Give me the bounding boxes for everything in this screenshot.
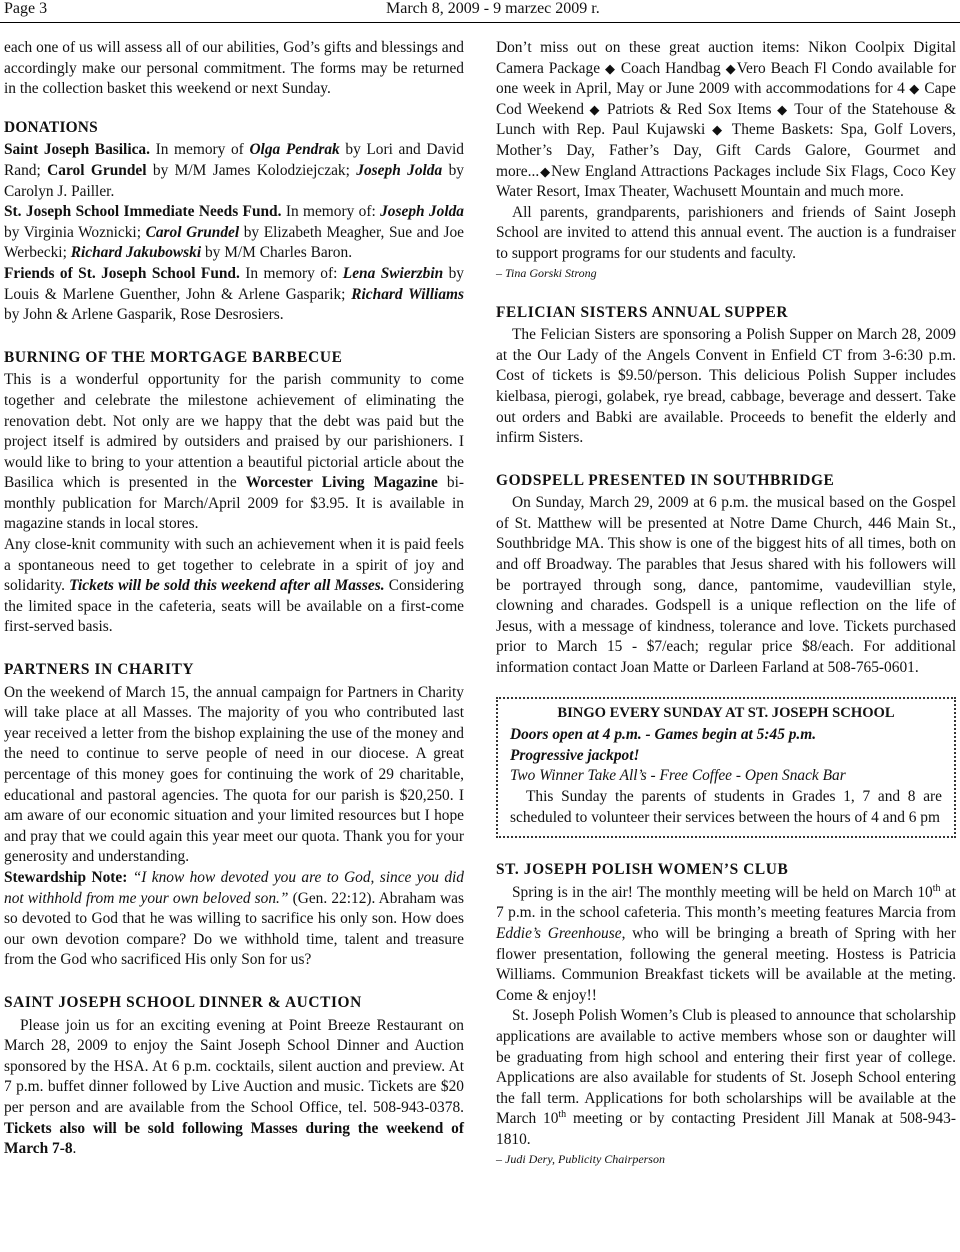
needs-label: St. Joseph School Immediate Needs Fund. [4,203,282,221]
text: Considering the limited space in the cafeteria, seats will be available on a first-come first-served basis. [4,577,464,636]
superscript: th [932,882,941,894]
club-paragraph-2 [496,1006,956,1150]
bingo-jackpot: Progressive jackpot! [510,746,640,764]
auction-credit: – Tina Gorski Strong [496,265,597,280]
text: Tour of the Statehouse & Lunch with Rep. Paul Kujawski [496,100,956,139]
name: Richard Jakubowski [70,244,202,262]
friends-label: Friends of St. Joseph School Fund. [4,264,240,282]
left-column [4,38,464,1160]
text: meeting or by contacting President Jill Manak at 508-943-1810. [496,1110,956,1148]
bingo-hours: Doors open at 4 p.m. - Games begin at 5:45 p.m. [510,726,817,744]
magazine-name: Worcester Living Magazine [245,474,438,492]
diamond-bullet-icon: ◆ [604,60,616,76]
mortgage-paragraph-1 [4,370,464,535]
page-number: Page 3 [4,0,48,17]
donation-friends-fund [4,264,464,326]
issue-date: March 8, 2009 - 9 marzec 2009 r. [386,0,600,17]
mortgage-paragraph-2 [4,535,464,638]
text: In memory of [149,141,250,159]
stewardship-label: Stewardship Note: [4,868,128,886]
basilica-label: Saint Joseph Basilica. [4,141,150,159]
bingo-volunteer-note: This Sunday the parents of students in Grades 1, 7 and 8 are scheduled to volunteer their services between the hours of 4 and 6 pm [510,788,942,826]
text: Please join us for an exciting evening at Point Breeze Restaurant on March 28, 2009 to enjoy the Saint Joseph School Dinner and Auction sponsored by the HSA. At 6 p.m. cocktails, silent auction and preview. At 7 p.m. buffet dinner followed by Live Auction and music. Tickets are $20 per person and are available from the School Office, tel. 508-943-0378. [4,1016,464,1116]
text: by Louis & Marlene Guenther, John & Arlene Gasparik; [4,264,464,303]
godspell-heading: GODSPELL PRESENTED IN SOUTHBRIDGE [496,471,835,489]
text: , who will be bringing a breath of Spring with her flower presentation, following the general meeting. Hostess is Patricia Williams. Communion Breakfast tickets will be available at the meting. Come & enjoy!! [496,924,956,1004]
text: In memory of: [281,203,381,221]
diamond-bullet-icon: ◆ [712,122,726,138]
felician-paragraph: The Felician Sisters are sponsoring a Polish Supper on March 28, 2009 at the Our Lady of the Angels Convent in Enfield CT from 3-6:30 p.m. Cost of tickets is $9.50/person. This delicious Polish Supper includes kielbasa, pierogi, golabek, rye bread, cabbage, beverage and dessert. Take out orders and Babki are available. Proceeds to benefit the elderly and infirm Sisters. [496,326,956,447]
text: St. Joseph Polish Women’s Club is pleased to announce that scholarship applications are available to active members whose son or daughter will be graduating from high school and entering their first year of college. Applications are also available for students of St. Joseph School entering the fall term. Applications for both scholarships will be available at the March 10 [496,1007,956,1128]
text: In memory of: [239,264,343,282]
bingo-extras: Two Winner Take All’s - Free Coffee - Open Snack Bar [510,767,846,785]
name: Carol Grundel [47,161,147,179]
donation-basilica [4,140,464,202]
text: by John & Arlene Gasparik, Rose Desrosiers. [4,306,284,324]
auction-invite-paragraph: All parents, grandparents, parishioners and friends of Saint Joseph School are invited to attend this annual event. The auction is a fundraiser to support programs for our students and faculty. [496,203,956,262]
text: at 7 p.m. in the school cafeteria. This month’s meeting features Marcia from [496,883,956,922]
text: Don’t miss out on these great auction items: Nikon Coolpix Digital Camera Package [496,39,956,77]
diamond-bullet-icon: ◆ [909,81,920,97]
stewardship-note [4,868,464,971]
diamond-bullet-icon: ◆ [725,60,737,76]
donations-heading: DONATIONS [4,118,98,136]
text: Coach Handbag [616,59,726,77]
name: Richard Williams [351,285,464,303]
club-heading: ST. JOSEPH POLISH WOMEN’S CLUB [496,861,789,879]
club-paragraph-1 [496,883,956,1007]
ticket-note: Tickets will be sold this weekend after all Masses. [69,577,385,595]
page-header [0,0,960,23]
ticket-note: Tickets also will be sold following Masses during the weekend of March 7-8 [4,1119,464,1158]
text: by M/M Charles Baron. [201,244,353,262]
text: New England Attractions Packages include Six Flags, Coco Key Water Resort, Imax Theater, Wachusett Mountain and much more. [496,162,957,201]
greenhouse-name: Eddie’s Greenhouse [496,924,622,942]
bingo-box [496,697,956,839]
intro-paragraph: each one of us will assess all of our abilities, God’s gifts and blessings and accordingly make our personal commitment. The forms may be returned in the collection basket this weekend or next Sunday. [4,39,464,98]
text: This is a wonderful opportunity for the parish community to come together and celebrate the milestone achievement of eliminating the renovation debt. Not only are we happy that the debt was paid but the project itself is admired by outsiders and praised by our parishioners. I would like to bring to your attention a beautiful pictorial article about the Basilica which is presented in the [4,371,464,492]
club-credit: – Judi Dery, Publicity Chairperson [496,1151,665,1166]
stewardship-quote: “I know how devoted you are to God, since you did not withhold from me your own beloved son.” [4,868,464,907]
text: Theme Baskets: Spa, Golf Lovers, Mother’s Day, Father’s Day, Gift Cards Galore, Gourmet and more... [496,121,956,180]
felician-heading: FELICIAN SISTERS ANNUAL SUPPER [496,303,789,321]
donation-needs-fund [4,202,464,264]
text: bi-monthly publication for March/April 2009 for $3.95. It is available in magazine stands in local stores. [4,474,464,533]
name: Olga Pendrak [249,141,340,159]
diamond-bullet-icon: ◆ [539,163,552,179]
text: Spring is in the air! The monthly meeting will be held on March 10 [512,883,933,901]
partners-heading: PARTNERS IN CHARITY [4,661,195,679]
text: by Virginia Woznicki; [4,223,146,241]
name: Joseph Jolda [380,203,464,221]
text: by M/M James Kolodziejczak; [146,161,357,179]
text: Cape Cod Weekend [496,80,956,118]
dinner-paragraph [4,1016,464,1160]
text: Any close-knit community with such an achievement when it is paid feels a spontaneous need to get together to celebrate in a spirit of joy and solidarity. [4,536,464,595]
dinner-heading: SAINT JOSEPH SCHOOL DINNER & AUCTION [4,993,362,1011]
godspell-paragraph: On Sunday, March 29, 2009 at 6 p.m. the musical based on the Gospel of St. Matthew will be presented at Notre Dame Church, 446 Main St., Southbridge MA. This show is one of the biggest hits of all times, both on and off Broadway. The parables that Jesus shared with his followers will be portrayed through song, dance, pantomime, vaudevillian style, clowning and charades. Godspell is a unique reflection on the life of Jesus, with a message of kindness, tolerance and love. Tickets purchased prior to March 15 - $7/each; regular price $8/each. For additional information contact Joan Matte or Darleen Farland at 508-765-0601. [496,494,956,677]
diamond-bullet-icon: ◆ [777,101,789,117]
name: Joseph Jolda [356,161,443,179]
text: by Elizabeth Meagher, Sue and Joe Werbecki; [4,223,464,262]
text: . [72,1140,77,1158]
text: by Carolyn J. Pailler. [4,161,464,200]
right-column [496,38,956,1167]
mortgage-heading: BURNING OF THE MORTGAGE BARBECUE [4,348,343,366]
name: Lena Swierzbin [342,264,444,282]
text: Patriots & Red Sox Items [601,100,778,118]
text: Vero Beach Fl Condo available for one week in April, May or June 2009 with accommodations for 4 [496,59,957,98]
text: by Lori and David Rand; [4,141,464,179]
bingo-title: BINGO EVERY SUNDAY AT ST. JOSEPH SCHOOL [557,704,895,721]
text: (Gen. 22:12). Abraham was so devoted to God that he was willing to sacrifice his only son. How does our own devotion compare? Do we withhold time, talent and treasure from the God who sacrificed His only Son for us? [4,889,464,969]
partners-paragraph: On the weekend of March 15, the annual campaign for Partners in Charity will take place at all Masses. The majority of you who contributed last year received a letter from the bishop explaining the use of the money and the need to continue to serve people of need in our diocese. A great percentage of this money goes for continuing the work of 29 charitable, educational and pastoral agencies. The quota for our parish is $20,250. I am aware of our economic situation and your limited resources but I hope and pray that we could again this year meet our quota. Thank you for your generosity and understanding. [4,683,464,866]
auction-items-paragraph [496,38,956,203]
superscript: th [558,1109,567,1121]
diamond-bullet-icon: ◆ [589,101,602,117]
name: Carol Grundel [145,223,240,241]
